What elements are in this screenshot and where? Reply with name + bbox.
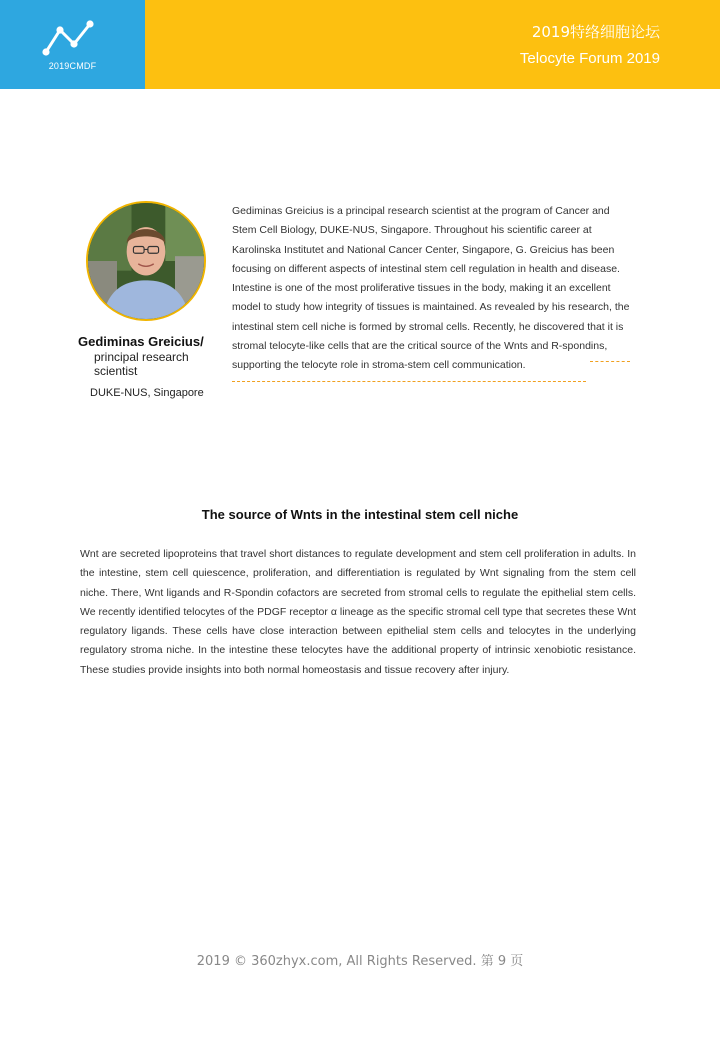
speaker-role: principal research scientist [94, 350, 189, 378]
speaker-affiliation: DUKE-NUS, Singapore [90, 387, 204, 399]
talk-title: The source of Wnts in the intestinal stem cell niche [201, 507, 519, 522]
speaker-bio: Gediminas Greicius is a principal research scientist at the program of Cancer and Stem Cell Biology, DUKE-NUS, Singapore. Throughout his scientific career at Karolinska Institutet and National Cancer Center, Singapore, G. Greicius has been focusing on different aspects of intestinal stem cell regulation in health and disease. Intestine is one of the most proliferative tissues in the body, making it an excellent model to study how integrity of tissues is maintained. As revealed by his research, the intestinal stem cell niche is formed by stromal cells. Recently, he discovered that it is stromal telocyte-like cells that are the critical source of the Wnts and R-spondins, supporting the telocyte role in stroma-stem cell communication. [232, 205, 630, 372]
page-footer: 2019 © 360zhyx.com, All Rights Reserved. 第 9 页 [196, 954, 524, 969]
bio-divider [590, 361, 630, 362]
logo-text: 2019CMDF [48, 61, 97, 71]
header-band [0, 0, 720, 89]
bio-divider-2 [232, 381, 586, 382]
forum-title-cn: 2019特络细胞论坛 [531, 23, 660, 41]
line-chart-logo-icon [40, 18, 96, 58]
forum-title-en: Telocyte Forum 2019 [519, 50, 660, 67]
talk-abstract: Wnt are secreted lipoproteins that travel short distances to regulate development and stem cell proliferation in adults. In the intestine, stem cell quiescence, proliferation, and differentiation is regulated by Wnt signaling from the stem cell niche. There, Wnt ligands and R-Spondin cofactors are secreted from stromal cells to regulate the epithelial stem cells. We recently identified telocytes of the PDGF receptor α lineage as the specific stromal cell type that secretes these Wnt regulatory ligands. These cells have close interaction between epithelial stem cells and telocytes in the underlying regulatory stroma niche. In the intestine these telocytes have the additional property of intrinsic xenobiotic resistance. These studies provide insights into both normal homeostasis and tissue recovery after injury. [80, 548, 636, 676]
speaker-name: Gediminas Greicius/ [78, 334, 204, 349]
logo [0, 0, 145, 89]
speaker-photo [86, 201, 206, 321]
